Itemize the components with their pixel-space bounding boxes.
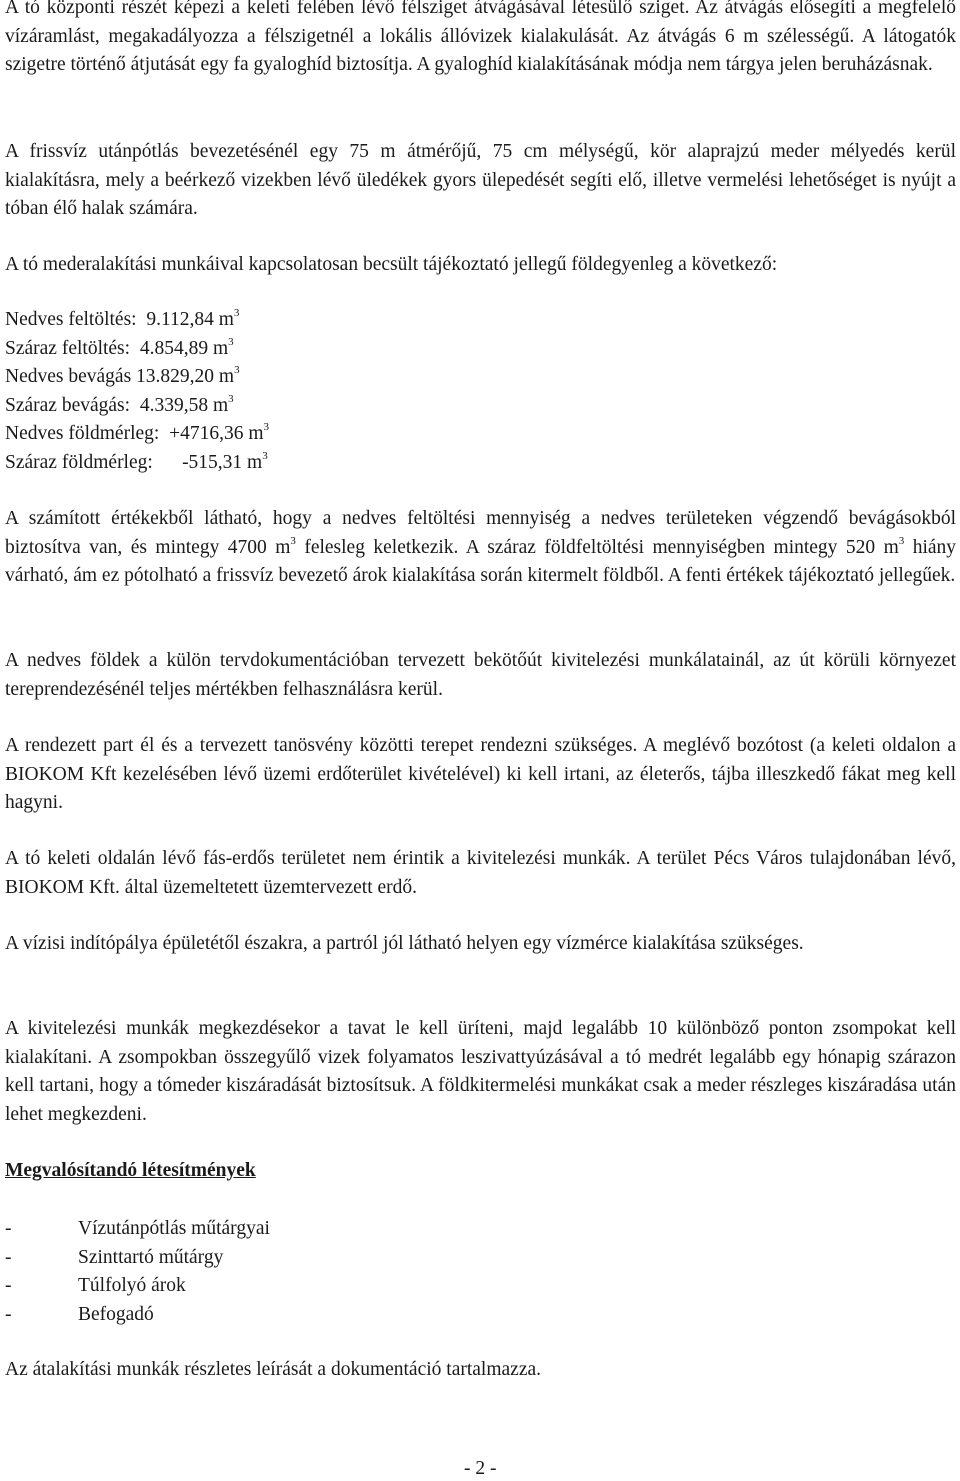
unit-exponent: 3	[290, 534, 296, 547]
unit-exponent: 3	[262, 449, 268, 462]
unit-exponent: 3	[263, 421, 269, 433]
paragraph-island: A tó központi részét képezi a keleti felében lévő félsziget átvágásával létesülő sziget. Az átvágás elősegíti a megfelelő vízáramlást, megakadályozza a félszigetnél a lokális állóvizek kialakulását. Az átvágás 6 m szélességű. A látogatók szigetre történő átjutását egy fa gyaloghíd biztosítja. A gyaloghíd kialakításának módja nem tárgya jelen beruházásnak.	[5, 0, 956, 75]
paragraph-wet-soil: A nedves földek a külön tervdokumentációban tervezett bekötőút kivitelezési munkálatainál, az út körüli környezet tereprendezésénél teljes mértékben felhasználásra kerül.	[5, 650, 956, 700]
earthwork-value: +4716,36 m	[169, 423, 264, 444]
text-segment: hiány várható, ám ez pótolható a frissvíz bevezető árok kialakítása során kitermelt földből. A fenti értékek tájékoztató jellegűek.	[5, 536, 957, 586]
earthwork-label: Nedves bevágás	[5, 366, 137, 387]
paragraph-draining: A kivitelezési munkák megkezdésekor a tavat le kell üríteni, majd legalább 10 különböző ponton zsompokat kell kialakítani. A zsompokban összegyűlő vizek folyamatos leszivattyúzásával a tó medrét legalább egy hónapig szárazon kell tartani, hogy a tómeder kiszáradását biztosítsuk. A földkitermelési munkákat csak a meder részleges kiszáradása után lehet megkezdeni.	[5, 1018, 956, 1125]
list-item	[5, 1272, 270, 1301]
paragraph-earthwork-intro: A tó mederalakítási munkáival kapcsolatosan becsült tájékoztató jellegű földegyenleg a következő:	[5, 254, 778, 275]
list-item-label: Szinttartó műtárgy	[78, 1246, 224, 1268]
earthwork-balance-list	[5, 306, 956, 477]
earthwork-row	[5, 363, 956, 392]
earthwork-label: Száraz földmérleg:	[5, 451, 183, 473]
earthwork-row	[5, 335, 956, 364]
list-item	[5, 1244, 270, 1273]
unit-exponent: 3	[233, 307, 240, 319]
page-number: - 2 -	[464, 1458, 497, 1479]
text-segment: felesleg keletkezik. A száraz földfeltöltési mennyiségben mintegy 520 m	[295, 536, 899, 558]
earthwork-label: Nedves földmérleg:	[5, 423, 170, 444]
earthwork-value: 4.854,89 m	[139, 337, 229, 359]
text-segment: A számított értékekből látható, hogy a nedves feltöltési mennyiség a nedves területeken végzendő bevágásokból biztosítva van, és mintegy 4700 m	[5, 508, 956, 558]
list-bullet: -	[5, 1303, 12, 1325]
list-item-label: Vízutánpótlás műtárgyai	[78, 1218, 270, 1239]
paragraph-shore: A rendezett part él és a tervezett tanösvény közötti terepet rendezni szükséges. A meglévő bozótost (a keleti oldalon a BIOKOM Kft kezelésében lévő üzemi erdőterület kivételével) ki kell irtani, az életerős, tájba illeszkedő fákat meg kell hagyni.	[5, 735, 956, 813]
earthwork-row	[5, 306, 956, 335]
earthwork-label: Száraz feltöltés:	[5, 337, 140, 359]
earthwork-value: 13.829,20 m	[136, 366, 235, 387]
unit-exponent: 3	[234, 364, 240, 376]
section-heading: Megvalósítandó létesítmények	[5, 1160, 256, 1181]
unit-exponent: 3	[228, 392, 234, 405]
unit-exponent: 3	[228, 335, 234, 348]
paragraph-water-gauge: A vízisi indítópálya épületétől északra, a partról jól látható helyen egy vízmérce kialakítása szükséges.	[5, 933, 804, 954]
paragraph-forest: A tó keleti oldalán lévő fás-erdős területet nem érintik a kivitelezési munkák. A terület Pécs Város tulajdonában lévő, BIOKOM Kft. által üzemeltetett üzemtervezett erdő.	[5, 848, 956, 898]
list-bullet: -	[5, 1246, 12, 1268]
paragraph-closing: Az átalakítási munkák részletes leírását a dokumentáció tartalmazza.	[5, 1359, 542, 1380]
list-item-label: Befogadó	[78, 1303, 154, 1325]
earthwork-row	[5, 392, 956, 421]
list-item-label: Túlfolyó árok	[78, 1275, 186, 1296]
list-bullet: -	[5, 1275, 12, 1296]
list-item	[5, 1215, 270, 1244]
earthwork-label: Száraz bevágás:	[5, 394, 140, 416]
unit-exponent: 3	[898, 534, 905, 547]
earthwork-row	[5, 420, 956, 449]
list-bullet: -	[5, 1218, 12, 1239]
paragraph-calculated-values	[5, 505, 956, 591]
paragraph-fresh-water: A frissvíz utánpótlás bevezetésénél egy 75 m átmérőjű, 75 cm mélységű, kör alaprajzú meder mélyedés kerül kialakításra, mely a beérkező vizekben lévő üledékek gyors ülepedését segíti elő, illetve vermelési lehetőséget is nyújt a tóban élő halak számára.	[5, 141, 956, 219]
earthwork-row	[5, 449, 956, 478]
earthwork-value: 4.339,58 m	[139, 394, 229, 416]
earthwork-label: Nedves feltöltés:	[5, 309, 147, 330]
earthwork-value: -515,31 m	[182, 451, 263, 473]
facilities-list	[5, 1215, 270, 1329]
earthwork-value: 9.112,84 m	[146, 309, 234, 330]
list-item	[5, 1301, 270, 1330]
